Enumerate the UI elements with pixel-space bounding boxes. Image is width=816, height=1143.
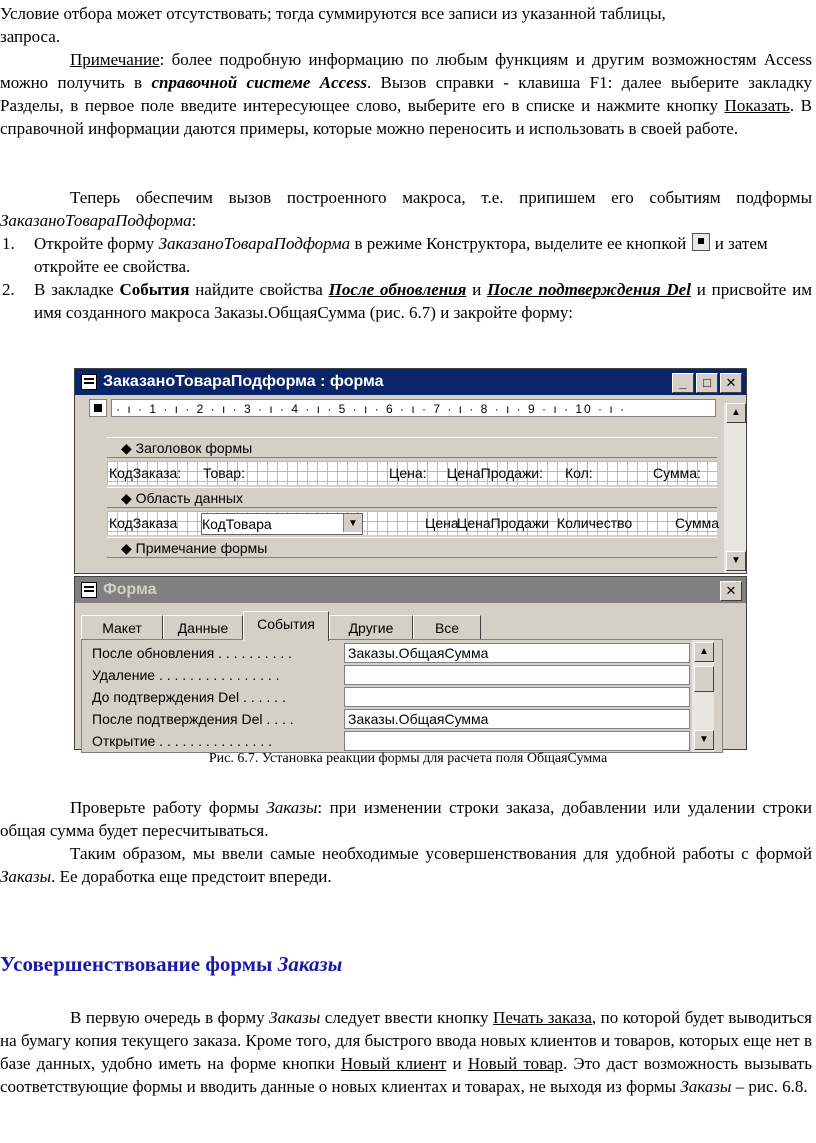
detail-section-bar[interactable]: ◆ Область данных [107, 487, 717, 508]
tab-layout[interactable]: Макет [81, 615, 163, 640]
property-value[interactable]: Заказы.ОбщаяСумма [344, 709, 690, 729]
form-header-section-bar[interactable]: ◆ Заголовок формы [107, 437, 717, 458]
section-label: Примечание формы [135, 540, 268, 556]
scroll-up-icon[interactable]: ▲ [726, 403, 746, 423]
maximize-button[interactable]: □ [696, 373, 718, 393]
note-label: Примечание [70, 50, 160, 69]
subform-name: ЗаказаноТовараПодформа [158, 234, 351, 253]
heading-form-name: Заказы [277, 952, 343, 976]
properties-icon [81, 582, 97, 598]
property-value[interactable] [344, 687, 690, 707]
text: и [466, 280, 488, 299]
text: и затем откройте ее свойства. [34, 234, 768, 276]
subform-name: ЗаказаноТовараПодформа [0, 211, 192, 230]
label-order-id[interactable]: КодЗаказа: [109, 465, 182, 481]
property-row[interactable] [82, 664, 722, 686]
section-heading [0, 952, 342, 977]
property-value[interactable] [344, 665, 690, 685]
text: Таким образом, мы ввели самые необходимые усовершенствования для удобной работы с формой [70, 844, 812, 863]
form-selector-icon [692, 233, 710, 251]
close-button[interactable]: ✕ [720, 581, 742, 601]
tab-all[interactable]: Все [413, 615, 481, 640]
scroll-down-icon[interactable]: ▼ [726, 551, 746, 571]
section-label: Область данных [135, 490, 243, 506]
form-selector-box[interactable] [89, 399, 107, 417]
text: Условие отбора может отсутствовать; тогда суммируются все записи из указанной таблицы, [0, 4, 666, 23]
dropdown-arrow-icon[interactable]: ▼ [343, 514, 362, 532]
new-product-button-ref: Новый товар [467, 1054, 563, 1073]
ruler [75, 395, 746, 421]
text: в режиме Конструктора, выделите ее кнопкой [350, 234, 691, 253]
text: : более подробную информацию по любым функциям и другим возможностям Access можно получить в [0, 50, 812, 92]
field-order-id[interactable]: КодЗаказа [109, 515, 178, 531]
text: . Вызов справки - клавиша F1: далее выберите закладку Разделы, в первое поле введите интересующее слово, выберите его в списке и нажмите кнопку [0, 73, 812, 115]
section-label: Заголовок формы [135, 440, 253, 456]
property-value[interactable]: Заказы.ОбщаяСумма [344, 643, 690, 663]
text: найдите свойства [189, 280, 329, 299]
form-footer-section-bar[interactable]: ◆ Примечание формы [107, 537, 717, 558]
step-item [0, 232, 812, 278]
property-sheet-window [74, 576, 747, 750]
text: следует ввести кнопку [320, 1008, 494, 1027]
window-title: ЗаказаноТовараПодформа : форма [103, 373, 384, 390]
label-sale-price[interactable]: ЦенаПродажи: [447, 465, 544, 481]
label-sum[interactable]: Сумма: [653, 465, 701, 481]
field-price[interactable]: Цена [425, 515, 459, 531]
paragraph-selection-condition [0, 2, 812, 48]
figure-caption: Рис. 6.7. Установка реакции формы для расчета поля ОбщаяСумма [208, 751, 608, 766]
paragraph-check-form [0, 796, 812, 842]
scroll-thumb[interactable] [694, 666, 714, 692]
text: Теперь обеспечим вызов построенного макроса, т.е. припишем его событиям подформы [70, 188, 812, 207]
print-order-button-ref: Печать заказа [493, 1008, 592, 1027]
form-vertical-scrollbar[interactable] [724, 403, 746, 573]
paragraph-improvements [0, 1006, 812, 1098]
form-design-window [74, 368, 747, 574]
text: Откройте форму [34, 234, 159, 253]
tab-data[interactable]: Данные [163, 615, 243, 640]
step-item [0, 278, 812, 324]
show-button-ref: Показать [724, 96, 790, 115]
heading-text: Усовершенствование формы [0, 952, 278, 976]
after-update-ref: После обновления [328, 280, 467, 299]
property-name: После обновления . . . . . . . . . . [92, 645, 293, 661]
property-value[interactable] [344, 731, 690, 751]
step-number: 2. [2, 280, 15, 299]
step-number: 1. [2, 234, 15, 253]
text: . Это даст возможность вызывать соответствующие формы и вводить данные о новых клиентах и товарах, не выходя из формы [0, 1054, 812, 1096]
form-icon [81, 374, 97, 390]
paragraph-macro-binding [0, 186, 812, 232]
property-list [81, 639, 723, 753]
detail-fields-row [107, 511, 717, 535]
property-row[interactable] [82, 686, 722, 708]
paragraph-note [0, 48, 812, 140]
field-sale-price[interactable]: ЦенаПродажи [457, 515, 550, 531]
property-name: Открытие . . . . . . . . . . . . . . . [92, 733, 272, 749]
property-scrollbar[interactable] [692, 640, 714, 752]
form-name: Заказы [0, 867, 52, 886]
property-row[interactable] [82, 642, 722, 664]
field-text: КодТовара [202, 516, 272, 532]
text: : при изменении строки заказа, добавлении или удалении строки общая сумма будет пересчитываться. [0, 798, 812, 840]
text: запроса. [0, 27, 61, 46]
form-window-titlebar [75, 369, 746, 395]
form-name: Заказы [266, 798, 318, 817]
field-qty[interactable]: Количество [557, 515, 633, 531]
form-name: Заказы [680, 1077, 732, 1096]
text: В первую очередь в форму [70, 1008, 270, 1027]
tab-events[interactable]: События [243, 611, 329, 641]
text: : [191, 211, 197, 230]
window-title: Форма [103, 581, 157, 598]
tab-other[interactable]: Другие [329, 615, 413, 640]
after-del-confirm-ref: После подтверждения Del [487, 280, 691, 299]
text: В закладке [34, 280, 120, 299]
property-name: После подтверждения Del . . . . [92, 711, 294, 727]
text: и [446, 1054, 468, 1073]
property-sheet-titlebar [75, 577, 746, 603]
text: и присвойте им имя созданного макроса Заказы.ОбщаяСумма (рис. 6.7) и закройте форму: [34, 280, 812, 322]
property-name: До подтверждения Del . . . . . . [92, 689, 286, 705]
help-system-emphasis: справочной системе Access [151, 73, 367, 92]
label-price[interactable]: Цена: [389, 465, 427, 481]
field-sum[interactable]: Сумма [675, 515, 719, 531]
new-client-button-ref: Новый клиент [340, 1054, 447, 1073]
form-name: Заказы [269, 1008, 321, 1027]
close-button[interactable]: ✕ [720, 373, 742, 393]
label-qty[interactable]: Кол: [565, 465, 593, 481]
minimize-button[interactable]: _ [672, 373, 694, 393]
text: . Ее доработка еще предстоит впереди. [51, 867, 332, 886]
label-product[interactable]: Товар: [203, 465, 245, 481]
text: Проверьте работу формы [70, 798, 267, 817]
header-labels-row [107, 461, 717, 485]
text: – рис. 6.8. [731, 1077, 808, 1096]
events-tab-ref: События [119, 280, 190, 299]
property-row[interactable] [82, 708, 722, 730]
paragraph-summary [0, 842, 812, 888]
ruler-scale: · ı · 1 · ı · 2 · ı · 3 · ı · 4 · ı · 5 · ı · 6 · ı · 7 · ı · 8 · ı · 9 · ı · 10 · ı · [111, 399, 716, 417]
scroll-up-icon[interactable]: ▲ [694, 642, 714, 662]
row-selector-gutter [81, 429, 105, 573]
property-name: Удаление . . . . . . . . . . . . . . . . [92, 667, 280, 683]
property-row[interactable] [82, 730, 722, 752]
steps-list [0, 232, 812, 324]
text: . В справочной информации даются примеры, которые можно переносить и использовать в своей работе. [0, 96, 812, 138]
text: , по которой будет выводиться на бумагу копия текущего заказа. Кроме того, для быстрого ввода новых клиентов и товаров, которых еще нет в базе данных, удобно иметь на форме кнопки [0, 1008, 812, 1073]
field-product-combo[interactable] [201, 513, 363, 535]
scroll-down-icon[interactable]: ▼ [694, 730, 714, 750]
